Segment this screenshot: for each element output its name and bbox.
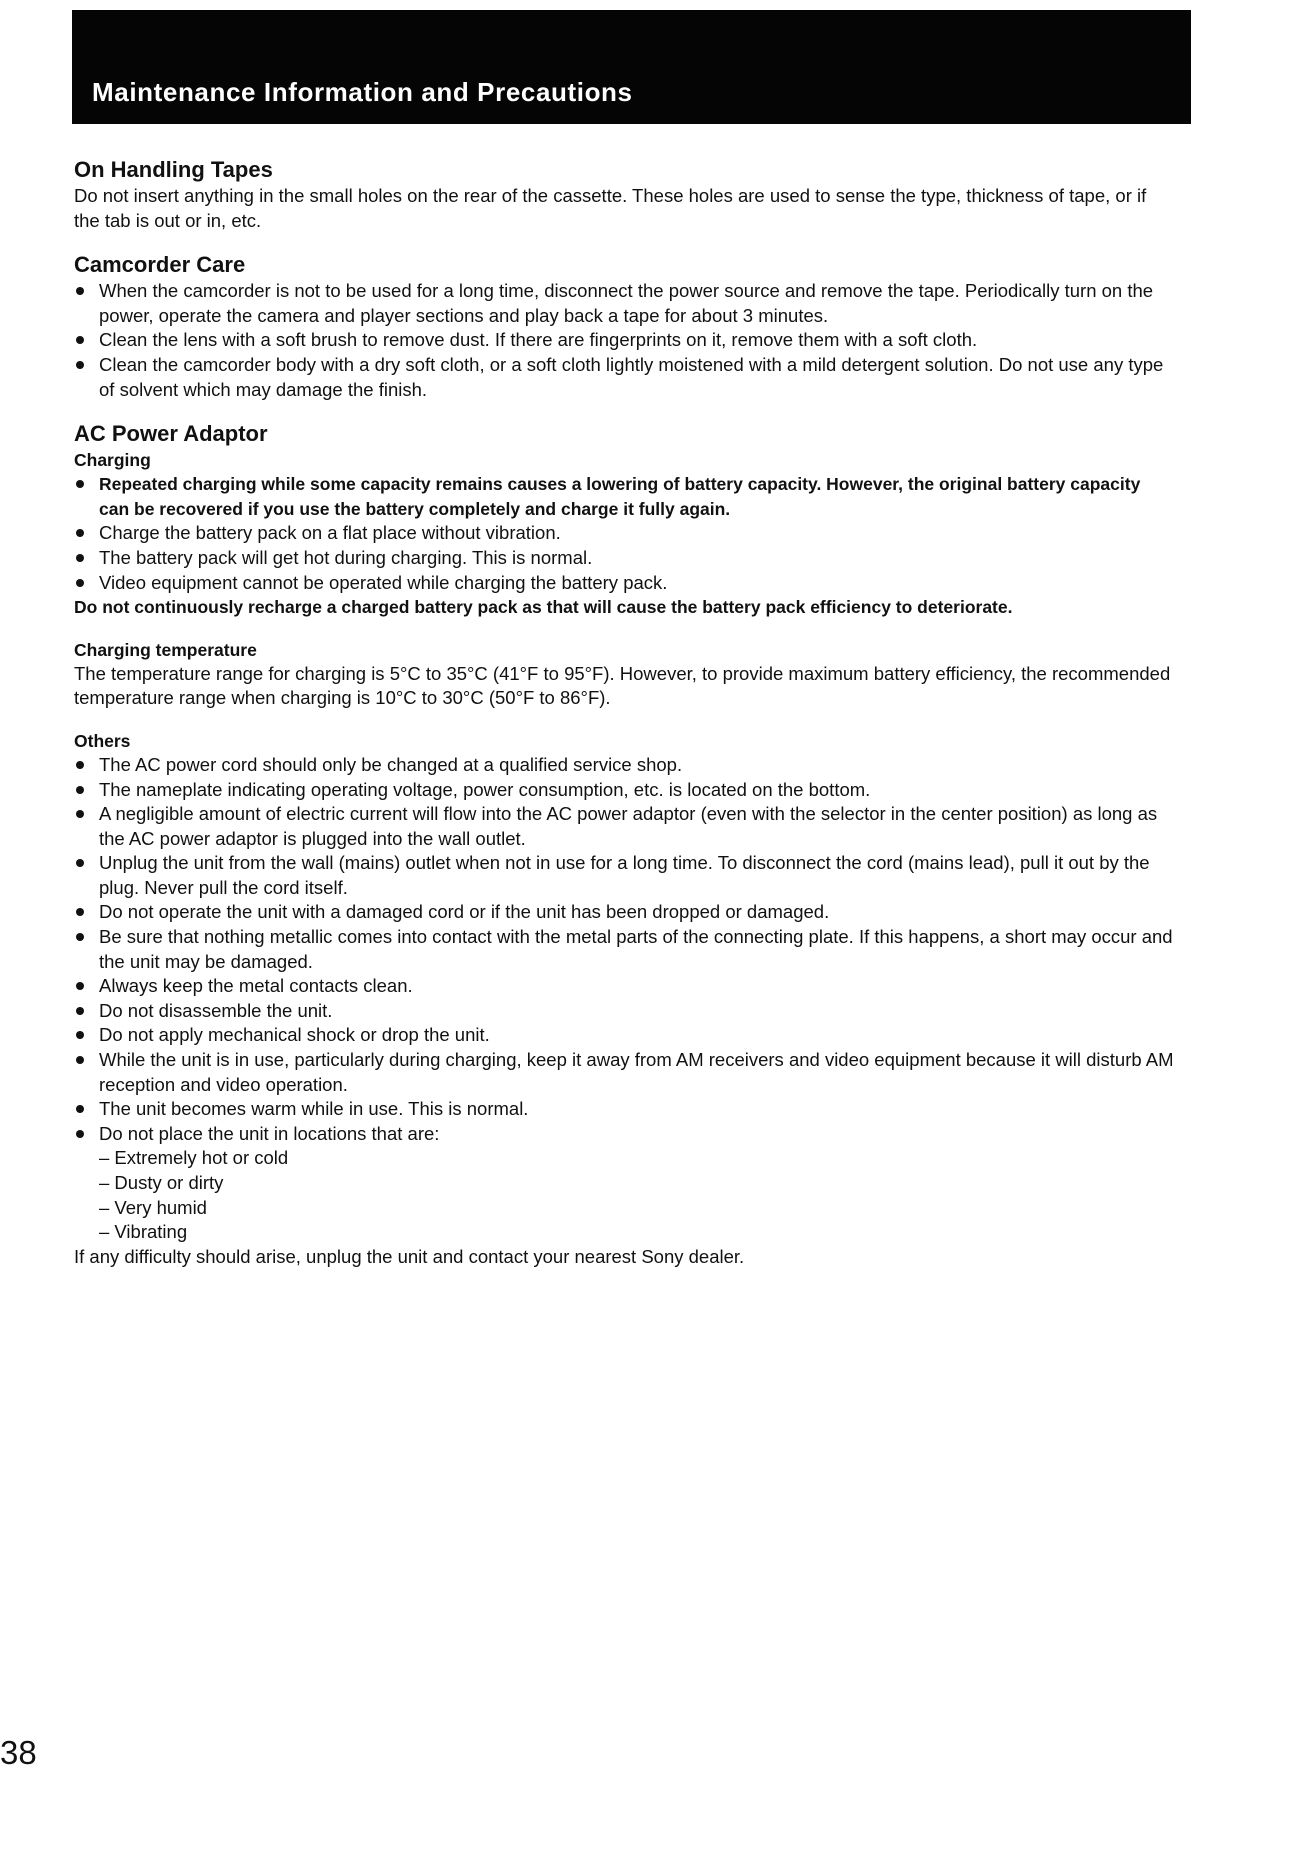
handling-tapes-text: Do not insert anything in the small holes on the rear of the cassette. These holes are used to sense the type, thickness of tape, or if the tab is out or in, etc. — [74, 185, 1147, 231]
section-heading-handling-tapes: On Handling Tapes — [74, 157, 273, 182]
section-heading-ac-power-adaptor: AC Power Adaptor — [74, 421, 268, 447]
subheading-others: Others — [74, 730, 131, 751]
list-item: Do not disassemble the unit. — [74, 999, 1174, 1024]
subheading-charging: Charging — [74, 450, 151, 471]
list-item: Always keep the metal contacts clean. — [74, 974, 1174, 999]
list-item: Be sure that nothing metallic comes into contact with the metal parts of the connecting plate. If this happens, a short may occur and the unit may be damaged. — [74, 925, 1174, 974]
location-item: – Extremely hot or cold — [99, 1147, 289, 1169]
list-item: Clean the camcorder body with a dry soft cloth, or a soft cloth lightly moistened with a mild detergent solution. Do not use any type of solvent which may damage the finish. — [74, 353, 1174, 402]
list-item: The AC power cord should only be changed at a qualified service shop. — [74, 753, 1174, 778]
list-item: While the unit is in use, particularly during charging, keep it away from AM receivers and video equipment because it will disturb AM reception and video operation. — [74, 1048, 1174, 1097]
list-item: Do not apply mechanical shock or drop the unit. — [74, 1023, 1174, 1048]
page-number: 38 — [0, 1734, 37, 1771]
others-list — [74, 753, 1174, 1245]
list-item: Video equipment cannot be operated while charging the battery pack. — [74, 571, 1174, 596]
charging-list — [74, 472, 1174, 595]
list-item: The battery pack will get hot during charging. This is normal. — [74, 546, 1174, 571]
header-bar — [72, 10, 1191, 124]
list-item: Clean the lens with a soft brush to remove dust. If there are fingerprints on it, remove them with a soft cloth. — [74, 328, 1174, 353]
list-item: The unit becomes warm while in use. This is normal. — [74, 1097, 1174, 1122]
section-heading-camcorder-care: Camcorder Care — [74, 252, 246, 278]
list-item: The nameplate indicating operating voltage, power consumption, etc. is located on the bottom. — [74, 778, 1174, 803]
list-item: A negligible amount of electric current will flow into the AC power adaptor (even with the selector in the center position) as long as the AC power adaptor is plugged into the wall outlet. — [74, 802, 1174, 851]
camcorder-care-list — [74, 279, 1174, 402]
main-content — [74, 156, 1174, 1269]
list-item: Do not place the unit in locations that are: — [74, 1122, 1174, 1147]
list-item: Repeated charging while some capacity remains causes a lowering of battery capacity. However, the original battery capacity can be recovered if you use the battery completely and charge it fully again. — [74, 472, 1174, 521]
subheading-charging-temperature: Charging temperature — [74, 639, 257, 660]
charging-temperature-text: The temperature range for charging is 5°C to 35°C (41°F to 95°F). However, to provide maximum battery efficiency, the recommended temperature range when charging is 10°C to 30°C (50°F to 86°F). — [74, 662, 1171, 709]
list-item: When the camcorder is not to be used for a long time, disconnect the power source and remove the tape. Periodically turn on the power, operate the camera and player sections and play back a tape for about 3 minutes. — [74, 279, 1174, 328]
location-item: – Vibrating — [99, 1221, 188, 1243]
list-item: Charge the battery pack on a flat place without vibration. — [74, 521, 1174, 546]
recharge-warning: Do not continuously recharge a charged battery pack as that will cause the battery pack efficiency to deteriorate. — [74, 597, 1013, 618]
list-item: Do not operate the unit with a damaged cord or if the unit has been dropped or damaged. — [74, 900, 1174, 925]
location-item: – Dusty or dirty — [99, 1172, 224, 1193]
location-item: – Very humid — [99, 1196, 207, 1218]
closing-note: If any difficulty should arise, unplug the unit and contact your nearest Sony dealer. — [74, 1245, 745, 1267]
page-title: Maintenance Information and Precautions — [92, 77, 633, 107]
list-item: Unplug the unit from the wall (mains) outlet when not in use for a long time. To disconnect the cord (mains lead), pull it out by the plug. Never pull the cord itself. — [74, 851, 1174, 900]
